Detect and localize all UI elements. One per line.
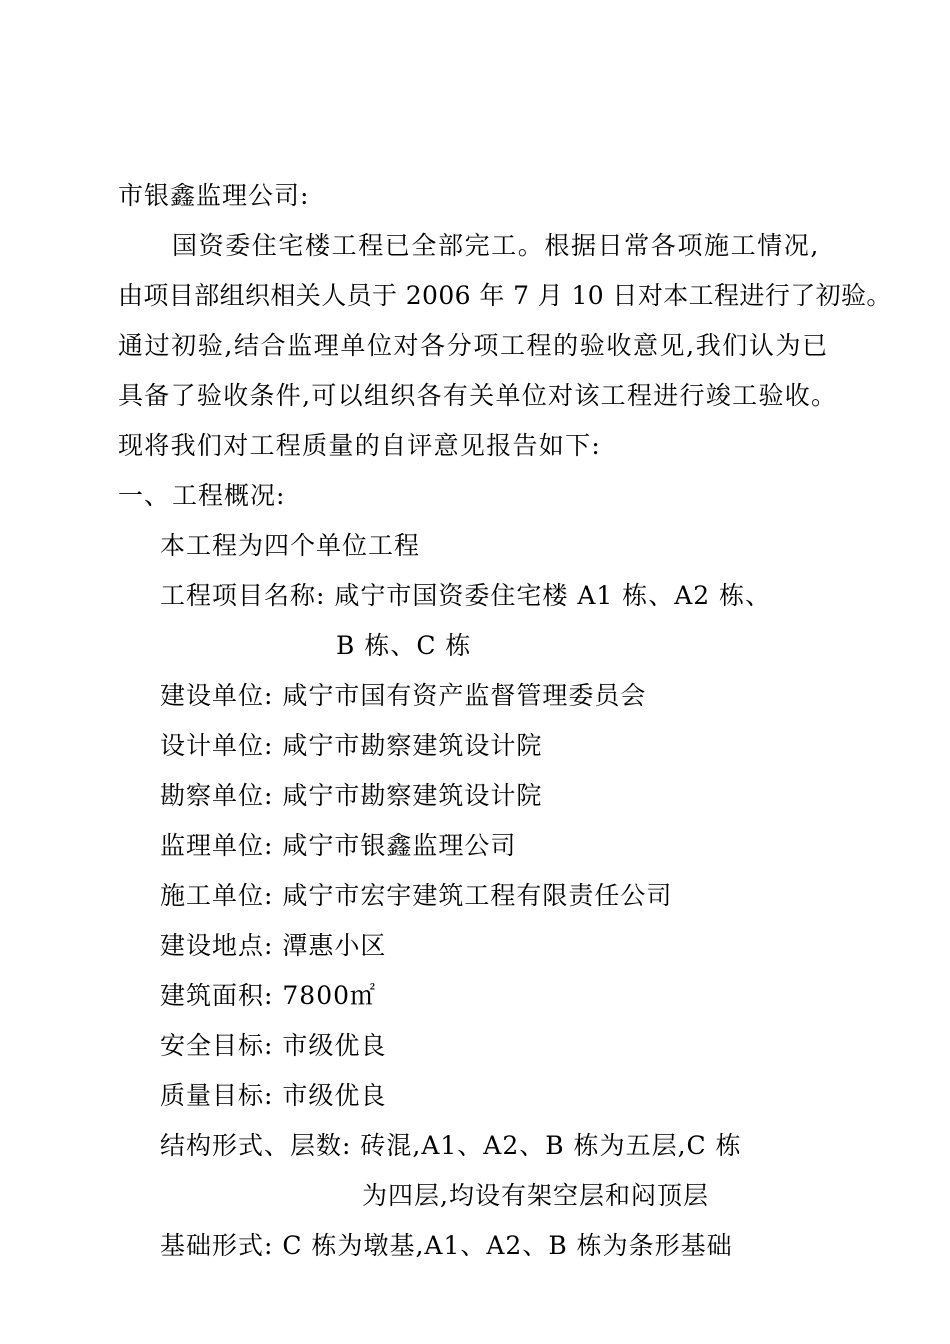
project-intro: 本工程为四个单位工程 — [160, 531, 421, 560]
field-label: 基础形式: — [160, 1231, 274, 1260]
field-value: 咸宁市国有资产监督管理委员会 — [282, 681, 647, 710]
field-label: 质量目标: — [160, 1081, 274, 1110]
field-value: 咸宁市国资委住宅楼 A1 栋、A2 栋、 — [334, 581, 772, 610]
field-structure-continued: 为四层,均设有架空层和闷顶层 — [362, 1181, 709, 1210]
paragraph-line-3: 通过初验,结合监理单位对各分项工程的验收意见,我们认为已 — [118, 331, 829, 360]
field-designer — [160, 731, 542, 761]
paragraph-line-4: 具备了验收条件,可以组织各有关单位对该工程进行竣工验收。 — [118, 381, 838, 410]
field-structure — [160, 1131, 742, 1161]
section-title: 工程概况: — [172, 481, 286, 510]
field-label: 设计单位: — [160, 731, 274, 760]
field-label: 监理单位: — [160, 831, 274, 860]
paragraph-line-2: 由项目部组织相关人员于 2006 年 7 月 10 日对本工程进行了初验。 — [118, 281, 892, 310]
field-foundation — [160, 1231, 733, 1261]
field-value: 7800㎡ — [282, 981, 377, 1010]
field-value: C 栋为墩基,A1、A2、B 栋为条形基础 — [282, 1231, 733, 1260]
field-value: 咸宁市银鑫监理公司 — [282, 831, 517, 860]
field-label: 安全目标: — [160, 1031, 274, 1060]
field-value: 砖混,A1、A2、B 栋为五层,C 栋 — [360, 1131, 742, 1160]
field-project-name — [160, 581, 771, 611]
field-surveyor — [160, 781, 542, 811]
field-label: 工程项目名称: — [160, 581, 326, 610]
field-contractor — [160, 881, 672, 911]
field-supervisor — [160, 831, 516, 861]
field-location — [160, 931, 386, 961]
paragraph-line-5: 现将我们对工程质量的自评意见报告如下: — [118, 431, 602, 460]
field-project-name-continued: B 栋、C 栋 — [336, 631, 472, 660]
field-label: 建设单位: — [160, 681, 274, 710]
field-value: 潭惠小区 — [282, 931, 387, 960]
field-value: 咸宁市勘察建筑设计院 — [282, 781, 543, 810]
field-area — [160, 981, 376, 1011]
salutation: 市银鑫监理公司: — [118, 181, 310, 210]
field-value: 市级优良 — [282, 1081, 387, 1110]
field-value: 咸宁市宏宇建筑工程有限责任公司 — [282, 881, 673, 910]
field-label: 勘察单位: — [160, 781, 274, 810]
field-value: 咸宁市勘察建筑设计院 — [282, 731, 543, 760]
field-safety-goal — [160, 1031, 386, 1061]
section-number: 一、 — [118, 481, 171, 510]
field-label: 建筑面积: — [160, 981, 274, 1010]
field-builder — [160, 681, 646, 711]
field-value: 市级优良 — [282, 1031, 387, 1060]
field-label: 施工单位: — [160, 881, 274, 910]
paragraph-line-1: 国资委住宅楼工程已全部完工。根据日常各项施工情况, — [172, 231, 820, 260]
field-quality-goal — [160, 1081, 386, 1111]
section-heading — [118, 481, 285, 511]
field-label: 建设地点: — [160, 931, 274, 960]
field-label: 结构形式、层数: — [160, 1131, 352, 1160]
